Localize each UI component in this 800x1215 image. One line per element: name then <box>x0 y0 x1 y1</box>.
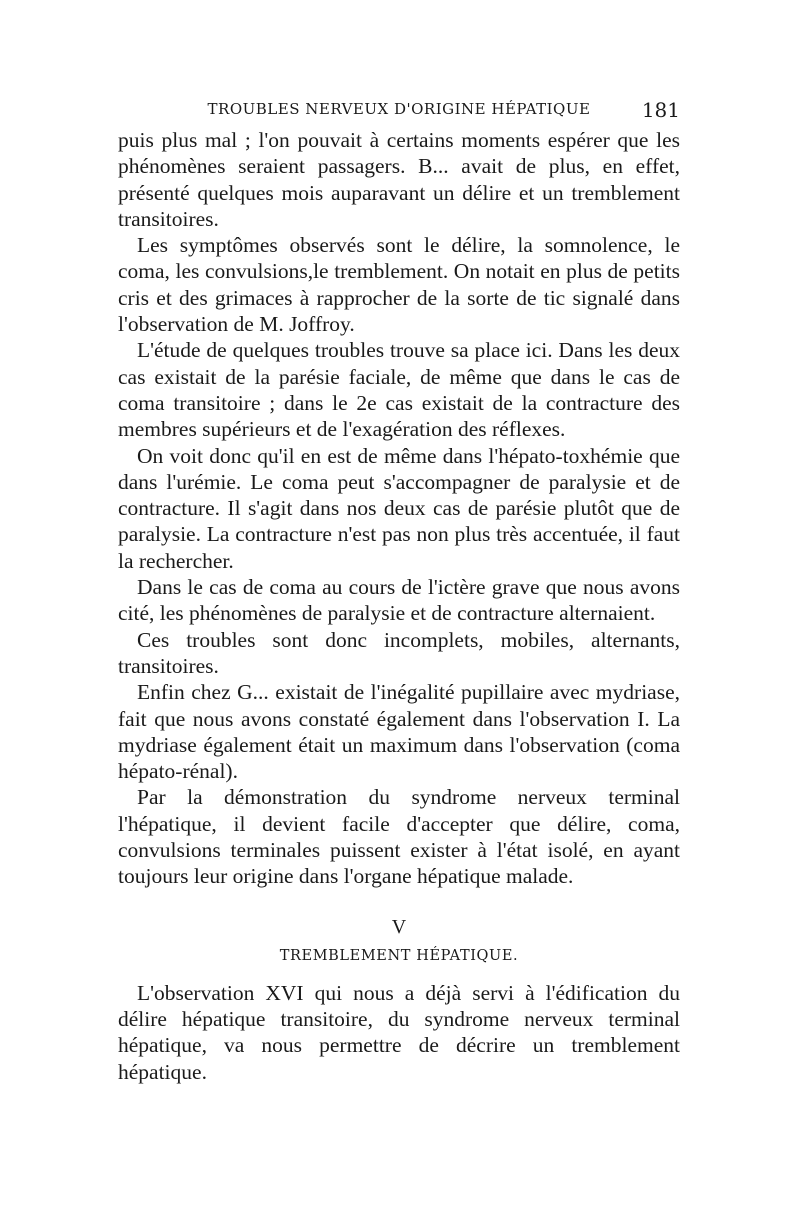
paragraph: Enfin chez G... existait de l'inégalité pupillaire avec mydriase, fait que nous avons constaté également dans l'observation I. La mydriase également était un maximum dans l'observation (coma hépato-rénal). <box>118 680 680 784</box>
paragraph: L'observation XVI qui nous a déjà servi à l'édification du délire hépatique transitoire, du syndrome nerveux terminal hépatique, va nous permettre de décrire un tremblement hépatique. <box>118 980 680 1084</box>
paragraph: Les symptômes observés sont le délire, la somnolence, le coma, les convulsions,le tremblement. On notait en plus de petits cris et des grimaces à rapprocher de la sorte de tic signalé dans l'observation de M. Joffroy. <box>118 233 680 337</box>
body-text <box>118 127 680 1085</box>
paragraph: L'étude de quelques troubles trouve sa place ici. Dans les deux cas existait de la parésie faciale, de même que dans le cas de coma transitoire ; dans le 2e cas existait de la contracture des membres supérieurs et de l'exagération des réflexes. <box>118 338 680 442</box>
paragraph: Dans le cas de coma au cours de l'ictère grave que nous avons cité, les phénomènes de paralysie et de contracture alternaient. <box>118 575 680 626</box>
paragraph: Ces troubles sont donc incomplets, mobiles, alternants, transitoires. <box>118 627 680 678</box>
running-title: TROUBLES NERVEUX D'ORIGINE HÉPATIQUE <box>207 100 591 118</box>
section-title: TREMBLEMENT HÉPATIQUE. <box>279 947 519 964</box>
paragraph-continuation: puis plus mal ; l'on pouvait à certains moments espérer que les phénomènes seraient passagers. B... avait de plus, en effet, présenté quelques mois auparavant un délire et un tremblement transitoires. <box>118 128 680 231</box>
paragraph: Par la démonstration du syndrome nerveux terminal l'hépatique, il devient facile d'accepter que délire, coma, convulsions terminales puissent exister à l'état isolé, en ayant toujours leur origine dans l'organe hépatique malade. <box>118 785 680 889</box>
running-head <box>118 100 680 124</box>
page-number: 181 <box>641 98 680 122</box>
paragraph: On voit donc qu'il en est de même dans l'hépato-toxhémie que dans l'urémie. Le coma peut s'accompagner de paralysie et de contracture. Il s'agit dans nos deux cas de parésie plutôt que de paralysie. La contracture n'est pas non plus très accentuée, il faut la rechercher. <box>118 443 680 573</box>
section-numeral: V <box>391 915 407 938</box>
